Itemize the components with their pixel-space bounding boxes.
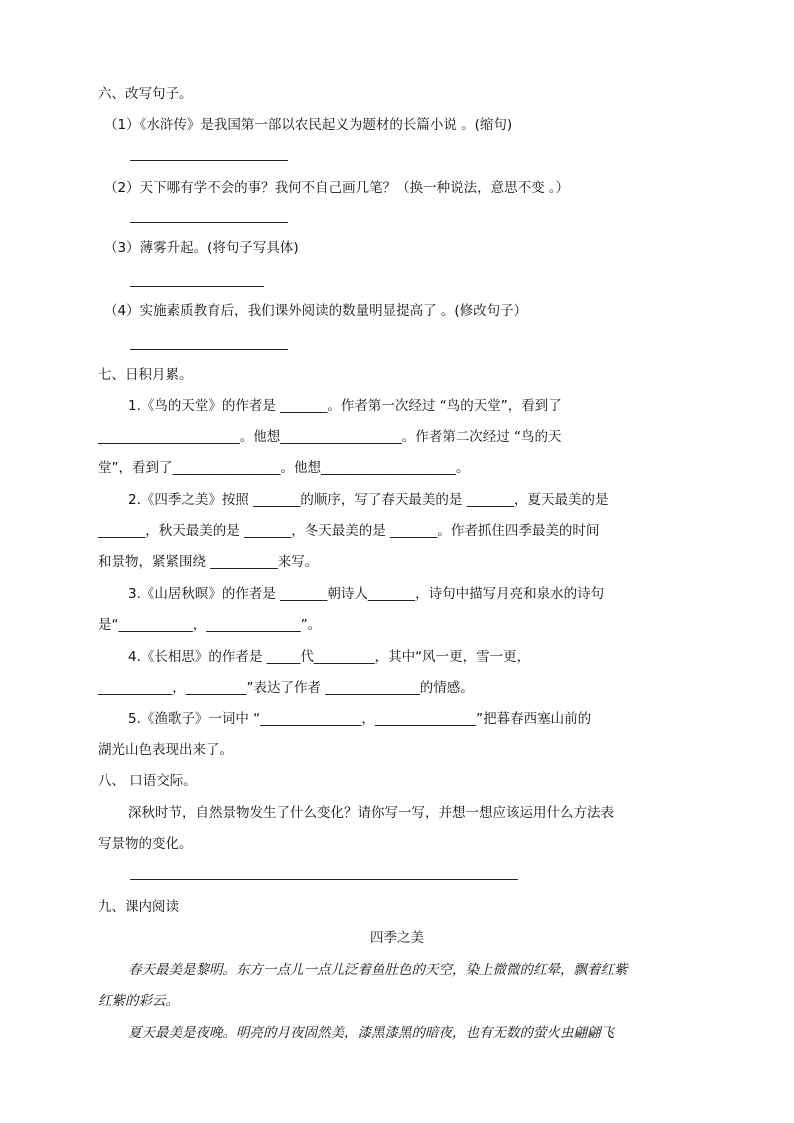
section7-q4-line1: 4.《长相思》的作者是 _____代_________，其中“风一更，雪一更，	[128, 649, 531, 665]
section7-q5-line2: 湖光山色表现出来了。	[98, 742, 233, 758]
section7-q3-line2: 是“___________，______________”。	[98, 617, 322, 633]
section7-heading: 七、日积月累。	[98, 367, 193, 383]
section8-line1: 深秋时节，自然景物发生了什么变化？请你写一写，并想一想应该运用什么方法表	[128, 805, 614, 821]
section7-q1-line2: _____________________。他想__________________。作者第二次经过 “鸟的天	[98, 429, 562, 445]
section8-line2: 写景物的变化。	[98, 836, 193, 852]
reading-title: 四季之美	[370, 930, 424, 946]
section7-q5-line1: 5.《渔歌子》一词中 “_______________，_______________”把暮春西塞山前的	[128, 711, 592, 727]
section6-item-1: （1）《水浒传》是我国第一部以农民起义为题材的长篇小说 。(缩句)	[104, 117, 513, 133]
answer-line	[130, 286, 264, 287]
section7-q1-line3: 堂”，看到了________________。他想____________________。	[98, 460, 470, 476]
answer-line	[130, 222, 288, 223]
section8-heading: 八、 口语交际。	[98, 773, 197, 789]
section9-heading: 九、课内阅读	[98, 899, 179, 915]
reading-para2-line1: 夏天最美是夜晚。明亮的月夜固然美，漆黑漆黑的暗夜，也有无数的萤火虫翩翩飞	[128, 1025, 614, 1041]
answer-line	[130, 160, 288, 161]
section6-item-3: （3）薄雾升起。(将句子写具体)	[104, 240, 299, 256]
section6-item-4: （4）实施素质教育后，我们课外阅读的数量明显提高了 。(修改句子）	[104, 303, 528, 319]
answer-line	[130, 349, 288, 350]
section7-q3-line1: 3.《山居秋暝》的作者是 _______朝诗人_______，诗句中描写月亮和泉水的诗句	[128, 586, 605, 602]
answer-line	[130, 879, 518, 880]
reading-para1-line1: 春天最美是黎明。东方一点儿一点儿泛着鱼肚色的天空，染上微微的红晕，飘着红紫	[128, 962, 628, 978]
section7-q4-line2: ___________，_________”表达了作者 ______________的情感。	[98, 680, 474, 696]
reading-para1-line2: 红紫的彩云。	[98, 993, 179, 1009]
section7-q2-line2: _______，秋天最美的是 _______，冬天最美的是 _______。作者抓住四季最美的时间	[98, 523, 600, 539]
section6-item-2: （2）天下哪有学不会的事？我何不自己画几笔？（换一种说法，意思不变 。）	[104, 180, 570, 196]
section6-heading: 六、改写句子。	[98, 86, 193, 102]
section7-q2-line3: 和景物，紧紧围绕 __________来写。	[98, 554, 319, 570]
section7-q1-line1: 1.《鸟的天堂》的作者是 _______。作者第一次经过 “鸟的天堂”，看到了	[128, 398, 562, 414]
section7-q2-line1: 2.《四季之美》按照 _______的顺序，写了春天最美的是 _______，夏天最美的是	[128, 492, 609, 508]
